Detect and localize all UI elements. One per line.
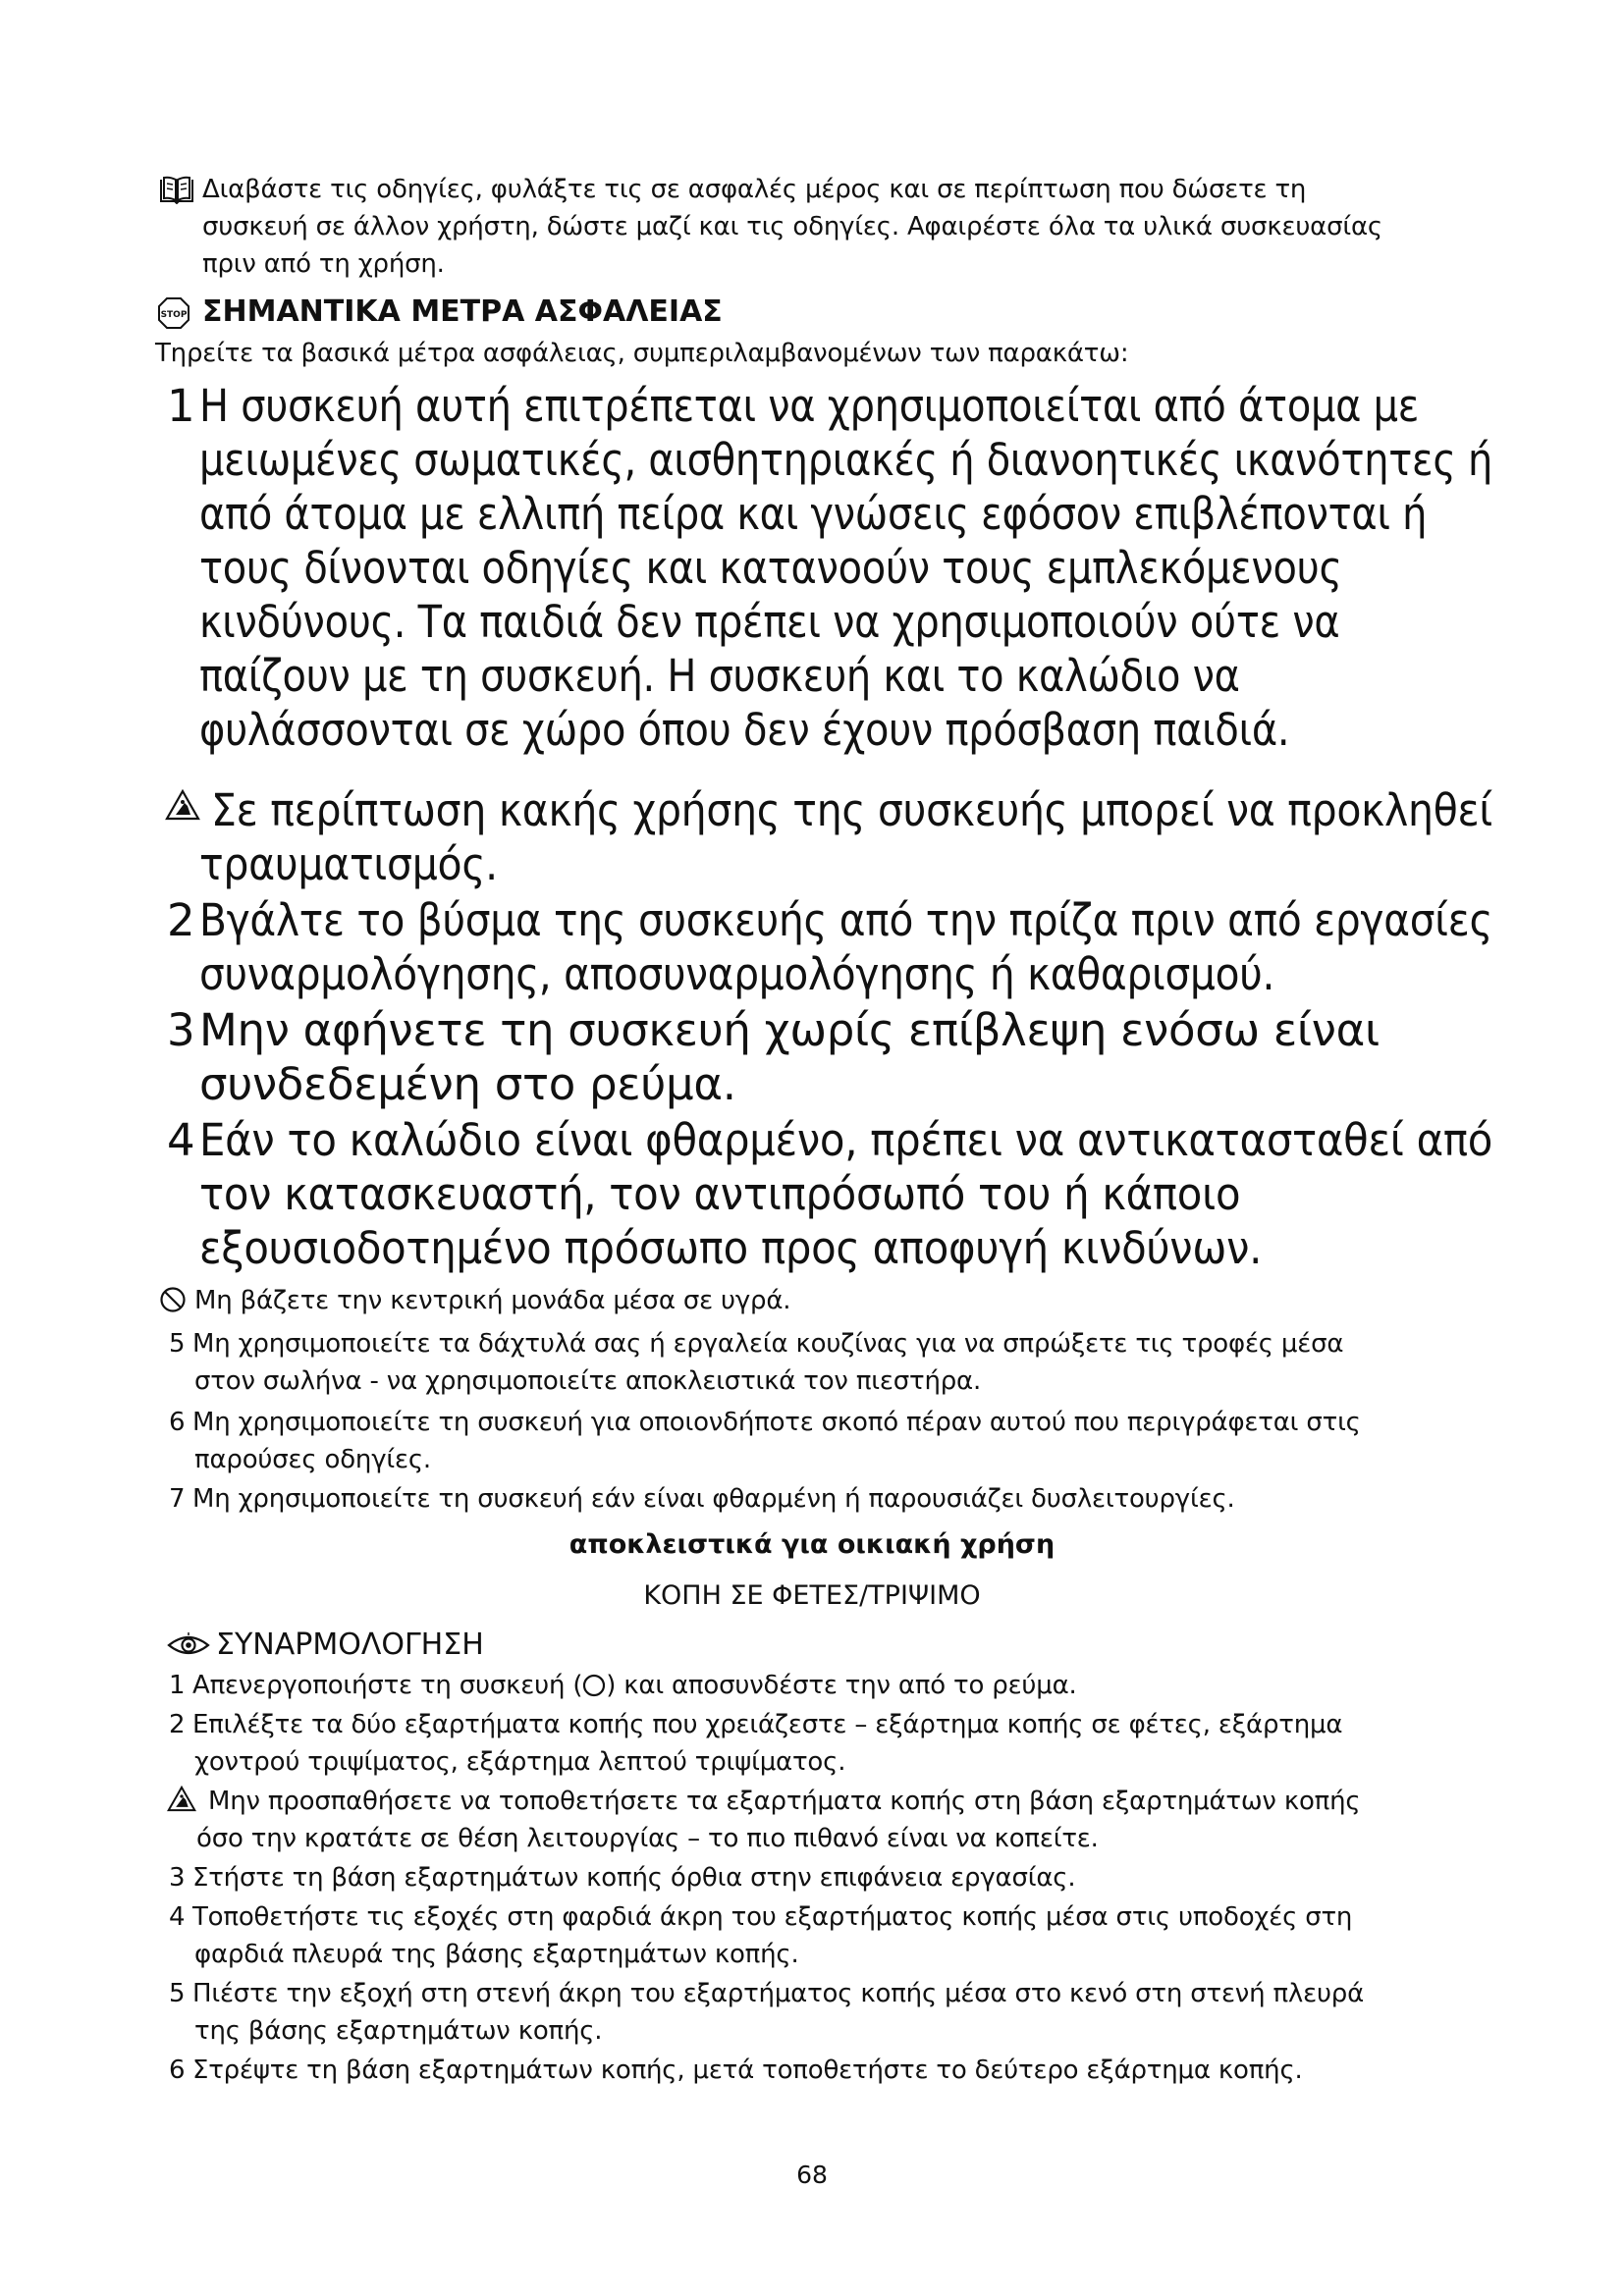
household-use-note: αποκλειστικά για οικιακή χρήση <box>568 1529 1056 1560</box>
safety-item-5-number: 5 <box>169 1329 186 1359</box>
stop-icon <box>157 296 190 334</box>
safety-item-6: Μη χρησιμοποιείτε τη συσκευή για οποιονδήποτε σκοπό πέραν αυτού που περιγράφεται στις παρούσες οδηγίες. <box>192 1408 1361 1474</box>
safety-item-7-number: 7 <box>169 1484 186 1514</box>
intro-line: πριν από τη χρήση. <box>202 249 445 279</box>
safety-item-4-number: 4 <box>167 1114 195 1166</box>
book-icon <box>159 175 194 208</box>
prohibit-note: Μη βάζετε την κεντρική μονάδα μέσα σε υγρά. <box>194 1286 791 1315</box>
safety-item-1-number: 1 <box>167 380 195 432</box>
safety-item-4: Εάν το καλώδιο είναι φθαρμένο, πρέπει να αντικατασταθεί από τον κατασκευαστή, τον αντιπρόσωπό του ή κάποιο εξουσιοδοτημένο πρόσωπο προς αποφυγή κινδύνων. <box>199 1114 1493 1274</box>
warning-icon <box>165 789 200 825</box>
assembly-step-4: Τοποθετήστε τις εξοχές στη φαρδιά άκρη του εξαρτήματος κοπής μέσα στις υποδοχές στη φαρδιά πλευρά της βάσης εξαρτημάτων κοπής. <box>192 1902 1353 1969</box>
safety-item-7: Μη χρησιμοποιείτε τη συσκευή εάν είναι φθαρμένη ή παρουσιάζει δυσλειτουργίες. <box>192 1484 1235 1514</box>
eye-icon <box>167 1632 210 1662</box>
safety-item-5: Μη χρησιμοποιείτε τα δάχτυλά σας ή εργαλεία κουζίνας για να σπρώξετε τις τροφές μέσα στον σωλήνα - να χρησιμοποιείτε αποκλειστικά τον πιεστήρα. <box>192 1329 1344 1396</box>
assembly-step-6: Στρέψτε τη βάση εξαρτημάτων κοπής, μετά τοποθετήστε το δεύτερο εξάρτημα κοπής. <box>192 2056 1303 2085</box>
power-off-icon <box>582 1671 606 1708</box>
assembly-step-5: Πιέστε την εξοχή στη στενή άκρη του εξαρτήματος κοπής μέσα στο κενό στη στενή πλευρά της βάσης εξαρτημάτων κοπής. <box>192 1979 1365 2046</box>
safety-item-2: Βγάλτε το βύσμα της συσκευής από την πρίζα πριν από εργασίες συναρμολόγησης, αποσυναρμολόγησης ή καθαρισμού. <box>199 894 1493 1000</box>
assembly-heading: ΣΥΝΑΡΜΟΛΟΓΗΣΗ <box>216 1628 484 1662</box>
safety-item-1: Η συσκευή αυτή επιτρέπεται να χρησιμοποιείται από άτομα με μειωμένες σωματικές, αισθητηριακές ή διανοητικές ικανότητες ή από άτομα με ελλιπή πείρα και γνώσεις εφόσον επιβλέπονται ή τους δίνονται οδηγίες και κατανοούν τους εμπλεκόμενους κινδύνους. Τα παιδιά δεν πρέπει να χρησιμοποιούν ούτε να παίζουν με τη συσκευή. Η συσκευή και το καλώδιο να φυλάσσονται σε χώρο όπου δεν έχουν πρόσβαση παιδιά. <box>199 380 1493 756</box>
safety-heading: ΣΗΜΑΝΤΙΚΑ ΜΕΤΡΑ ΑΣΦΑΛΕΙΑΣ <box>202 294 723 329</box>
assembly-step-1-number: 1 <box>169 1671 186 1700</box>
assembly-step-3-number: 3 <box>169 1863 186 1893</box>
assembly-step-2-number: 2 <box>169 1710 186 1739</box>
intro-line: συσκευή σε άλλον χρήστη, δώστε μαζί και τις οδηγίες. Αφαιρέστε όλα τα υλικά συσκευασίας <box>202 212 1382 241</box>
assembly-step-3: Στήστε τη βάση εξαρτημάτων κοπής όρθια στην επιφάνεια εργασίας. <box>192 1863 1076 1893</box>
safety-item-6-number: 6 <box>169 1408 186 1437</box>
safety-subheading: Τηρείτε τα βασικά μέτρα ασφάλειας, συμπεριλαμβανομένων των παρακάτω: <box>155 339 1129 368</box>
safety-item-2-number: 2 <box>167 894 195 946</box>
intro-text <box>202 171 1382 283</box>
assembly-warning: Μην προσπαθήσετε να τοποθετήσετε τα εξαρτήματα κοπής στη βάση εξαρτημάτων κοπής όσο την κρατάτε σε θέση λειτουργίας – το πιο πιθανό είναι να κοπείτε. <box>196 1787 1361 1853</box>
section-title-slicing: ΚΟΠΗ ΣΕ ΦΕΤΕΣ/ΤΡΙΨΙΜΟ <box>643 1580 981 1611</box>
safety-item-3: Μην αφήνετε τη συσκευή χωρίς επίβλεψη ενόσω είναι συνδεδεμένη στο ρεύμα. <box>199 1004 1380 1110</box>
page-number: 68 <box>796 2161 828 2189</box>
safety-warning-1: Σε περίπτωση κακής χρήσης της συσκευής μπορεί να προκληθεί τραυματισμός. <box>199 784 1492 890</box>
svg-text:STOP: STOP <box>160 310 188 320</box>
assembly-step-2: Επιλέξτε τα δύο εξαρτήματα κοπής που χρειάζεστε – εξάρτημα κοπής σε φέτες, εξάρτημα χοντρού τριψίματος, εξάρτημα λεπτού τριψίματος. <box>192 1710 1343 1777</box>
prohibited-icon <box>159 1286 187 1317</box>
assembly-step-5-number: 5 <box>169 1979 186 2008</box>
assembly-step-4-number: 4 <box>169 1902 186 1932</box>
warning-icon <box>167 1786 196 1816</box>
intro-line: Διαβάστε τις οδηγίες, φυλάξτε τις σε ασφαλές μέρος και σε περίπτωση που δώσετε τη <box>202 175 1307 204</box>
assembly-step-6-number: 6 <box>169 2056 186 2085</box>
assembly-step-1: Απενεργοποιήστε τη συσκευή ( ) και αποσυνδέστε την από το ρεύμα. <box>192 1667 1077 1708</box>
safety-item-3-number: 3 <box>167 1004 195 1056</box>
